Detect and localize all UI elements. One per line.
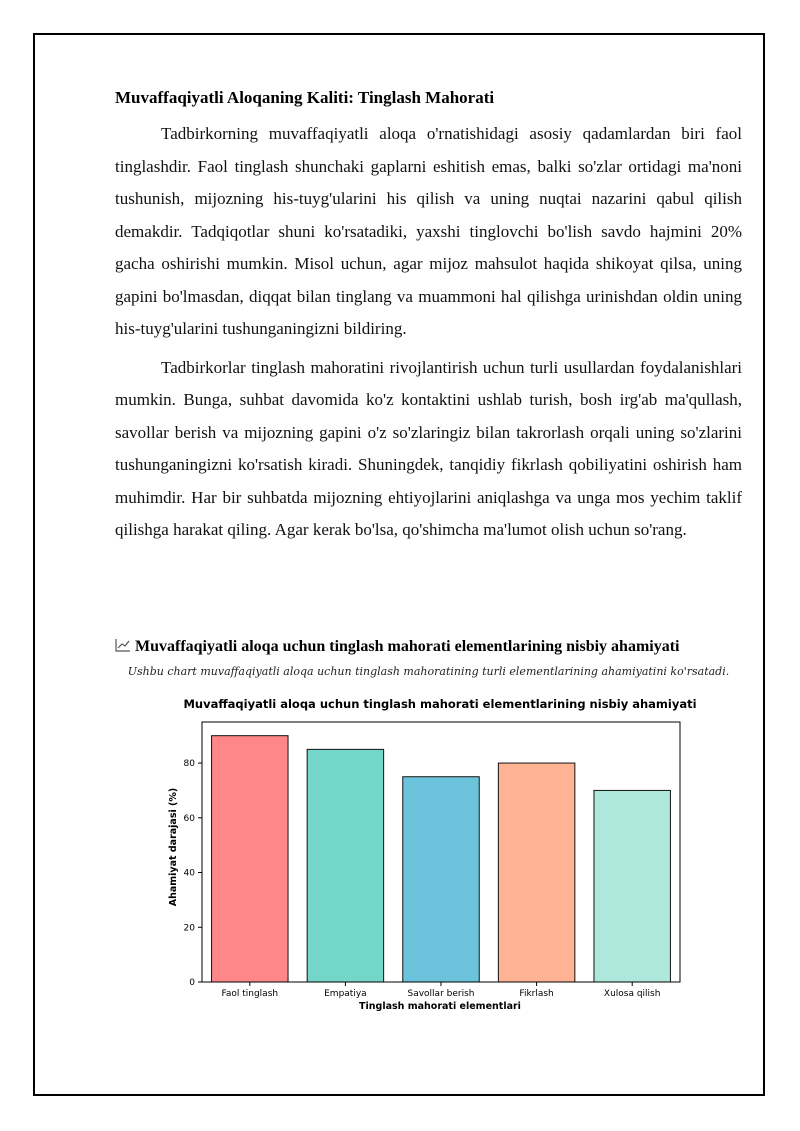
- document-heading: Muvaffaqiyatli Aloqaning Kaliti: Tinglash Mahorati: [115, 88, 495, 107]
- x-tick-label: Empatiya: [324, 989, 367, 999]
- bar-1: [307, 749, 383, 982]
- document-body: [115, 88, 742, 553]
- y-tick-label: 80: [183, 759, 195, 770]
- bar-chart: [160, 692, 700, 1022]
- paragraph-2: Tadbirkorlar tinglash mahoratini rivojlantirish uchun turli usullardan foydalanishlari mumkin. Bunga, suhbat davomida ko'z kontaktini ushlab turish, bosh irg'ab ma'qullash, savollar berish va mijozning gapini o'z so'zlaringiz bilan takrorlash orqali uning so'zlarini tushunganingizni ko'rsatish kiradi. Shuningdek, tanqidiy fikrlash qobiliyatini oshirish ham muhimdir. Har bir suhbatda mijozning ehtiyojlarini aniqlashga va unga mos yechim taklif qilishga harakat qiling. Agar kerak bo'lsa, qo'shimcha ma'lumot olish uchun so'rang.: [115, 357, 742, 539]
- bar-3: [498, 763, 574, 982]
- x-axis-label: Tinglash mahorati elementlari: [359, 1001, 521, 1012]
- y-axis-label: Ahamiyat darajasi (%): [168, 787, 179, 907]
- bar-0: [212, 736, 288, 982]
- paragraph-1: Tadbirkorning muvaffaqiyatli aloqa o'rnatishidagi asosiy qadamlardan biri faol tinglashdir. Faol tinglash shunchaki gaplarni eshitish emas, balki so'zlar ortidagi ma'noni tushunish, mijozning his-tuyg'ularini his qilish va uning nuqtai nazarini qabul qilish demakdir. Tadqiqotlar shuni ko'rsatadiki, yaxshi tinglovchi bo'lish savdo hajmini 20% gacha oshirishi mumkin. Misol uchun, agar mijoz mahsulot haqida shikoyat qilsa, uning gapini bo'lmasdan, diqqat bilan tinglang va muammoni hal qilishga urinishdan oldin uning his-tuyg'ularini tushunganingizni bildiring.: [115, 124, 742, 338]
- y-tick-label: 20: [183, 923, 195, 934]
- x-tick-label: Faol tinglash: [221, 989, 279, 999]
- bar-2: [403, 777, 479, 982]
- chart-title: Muvaffaqiyatli aloqa uchun tinglash mahorati elementlarining nisbiy ahamiyati: [183, 697, 697, 711]
- bar-4: [594, 790, 670, 982]
- y-tick-label: 60: [183, 813, 195, 824]
- plot-area: [184, 722, 680, 999]
- figure-title: [115, 638, 755, 656]
- y-tick-label: 40: [183, 868, 195, 879]
- x-tick-label: Savollar berish: [407, 989, 475, 999]
- chart-icon: [115, 638, 131, 652]
- x-tick-label: Fikrlash: [519, 989, 554, 999]
- figure-caption: Ushbu chart muvaffaqiyatli aloqa uchun tinglash mahoratining turli elementlarining ahamiyatini ko'rsatadi.: [127, 665, 730, 678]
- figure-title-text: Muvaffaqiyatli aloqa uchun tinglash mahorati elementlarining nisbiy ahamiyati: [135, 638, 680, 655]
- x-tick-label: Xulosa qilish: [603, 989, 661, 999]
- y-tick-label: 0: [189, 978, 195, 988]
